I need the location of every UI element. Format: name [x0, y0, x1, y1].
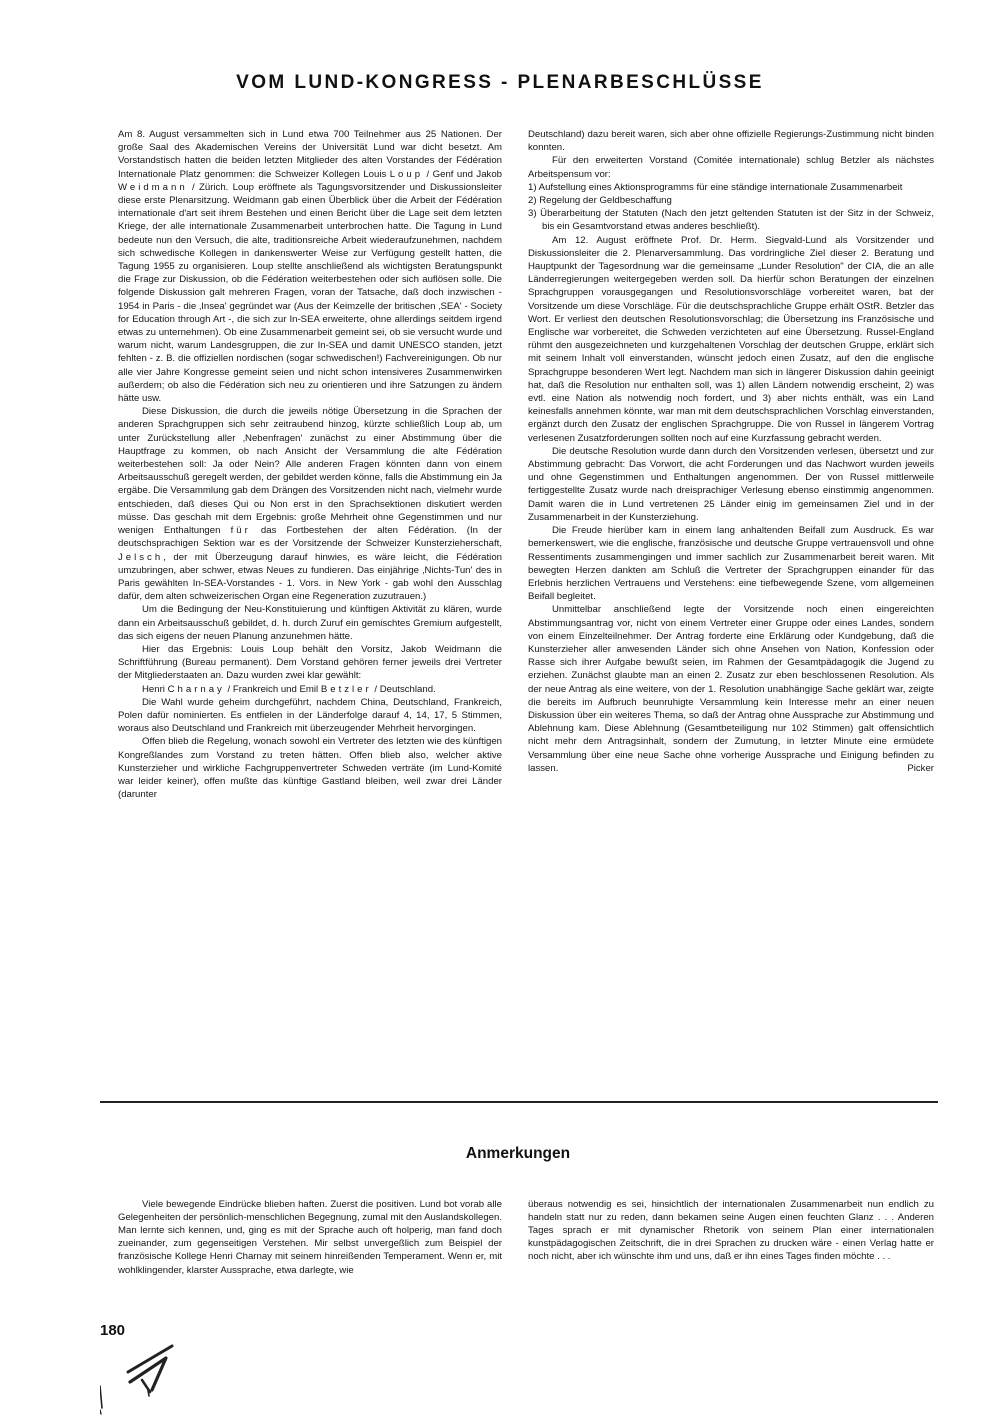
- notes-heading: Anmerkungen: [465, 1145, 571, 1162]
- spaced-name: Jelsch: [118, 551, 164, 563]
- section-divider: [100, 1101, 938, 1103]
- text-run: / Zürich. Loup eröffnete als Tagungsvorsitzender und Diskussionsleiter diese erste Plenarsitzung. Weidmann gab einen Überblick über die Arbeit der Fédération internationale d'art seit ihrem Bestehen und einen Bericht über die Lage seit dem letzten Kriege, der alle internationale Zusammenarbeit unterbrochen hatte. Die Tagung in Lund bedeute nun den Versuch, die alte, traditionsreiche Arbeit wiederaufzunehmen, nachdem sich schwedische Kollegen in dankenswerter Weise zur Verfügung gestellt hatten, die Tagung 1955 zu organisieren. Loup stellte anschließend als wichtigsten Beratungspunkt die Frage zur Diskussion, ob die Fédération weiterbestehen oder sich auflösen solle. Die folgende Diskussion galt mehreren Fragen, voran der Tatsache, daß doch inzwischen - 1954 in Paris - die ‚Insea' gegründet war (Aus der Keimzelle der britischen ‚SEA' - Society for Education through Art -, die sich zur In-SEA erweiterte, ohne allerdings seitdem irgend etwas zu unternehmen). Ob eine Zusammenarbeit gemeint sei, ob sie versucht wurde und warum nicht, warum Landesgruppen, die zur In-SEA und damit UNESCO standen, jetzt fehlten - z. B. die offiziellen nordischen (sogar schwedischen!) Fachvereinigungen. Ob nur alle vier Jahre Kongresse gemeint seien und nicht schon intensiveres Zusammenwirken außerdem; ob also die Fédération sich neu zu orientieren und ihre Satzungen zu ändern hätte usw.: [118, 181, 502, 405]
- spaced-name: Betzler: [320, 683, 372, 695]
- page-number: 180: [100, 1322, 126, 1339]
- text-run: Am 8. August versammelten sich in Lund etwa 700 Teilnehmer aus 25 Nationen. Der große Saal des Akademischen Vereins der Universität Lund war dicht besetzt. Am Vorstandstisch hatten die beiden letzten Mitglieder des alten Vorstandes der Fédération Internationale Platz genommen: die Schweizer Kollegen Louis: [118, 129, 502, 180]
- spaced-name: Loup: [389, 168, 424, 180]
- article-paragraph: Hier das Ergebnis: Louis Loup behält den Vorsitz, Jakob Weidmann die Schriftführung (Bureau permanent). Dem Vorstand gehören ferner jeweils drei Vertreter der Mitgliederstaaten an. Dazu wurden zwei klar gewählt:: [118, 643, 502, 682]
- notes-paragraph: überaus notwendig es sei, hinsichtlich der internationalen Zusammenarbeit nun endlich zu handeln statt nur zu reden, dann bekamen seine Augen einen feuchten Glanz . . . Anderen Tages sprach er mit dynamischer Rhetorik von seinem Plan einer internationalen kunstpädagogischen Zeitschrift, die in drei Sprachen zu drucken wäre - einen Verlag hatte er noch nicht, aber ich wünschte ihm und uns, daß er ihn eines Tages finden möchte . . .: [528, 1198, 934, 1263]
- article-paragraph: [118, 683, 502, 696]
- spaced-word: für: [230, 525, 251, 537]
- spaced-name: Weidmann: [118, 181, 188, 193]
- article-paragraph: Um die Bedingung der Neu-Konstituierung und künftigen Aktivität zu klären, wurde dann ein Arbeitsausschuß gebildet, d. h. durch Zuruf ein gemischtes Gremium aufgestellt, das sich eigens der neuen Planung anzunehmen hätte.: [118, 604, 502, 642]
- text-run: , der mit Überzeugung darauf hinwies, es wäre leicht, die Fédération umzubringen, aber schwer, etwas Neues zu fundieren. Das einjährige ‚Nichts-Tun' des in Paris gewählten In-SEA-Vorstandes - 1. Vors. in New York - gab wohl den Ausschlag dafür, dem alten schweizerischen Organ eine Regeneration zuzutrauen.): [118, 551, 502, 603]
- spaced-name: Charnay: [167, 683, 225, 695]
- article-left-column: [118, 128, 502, 801]
- list-item: 2) Regelung der Geldbeschaffung: [528, 195, 672, 207]
- text-run: / Deutschland.: [371, 683, 436, 695]
- article-paragraph: Offen blieb die Regelung, wonach sowohl ein Vertreter des letzten wie des künftigen Kongreßlandes zum Vorstand zu treten hätten. Offen blieb also, welcher aktive Kunsterzieher und wirkliche Fachgruppenvertreter Schweden verträte (im Lund-Komité war leider keiner), offen mußte das künftige Gastland bleiben, weil zwar drei Länder (darunter: [118, 736, 502, 801]
- article-paragraph: Für den erweiterten Vorstand (Comitée internationale) schlug Betzler als nächstes Arbeitspensum vor:: [528, 155, 934, 180]
- article-paragraph: [118, 128, 502, 405]
- page-title: VOM LUND-KONGRESS - PLENARBESCHLÜSSE: [236, 72, 764, 93]
- notes-right-column: [528, 1188, 934, 1273]
- pen-mark-icon: [100, 1330, 200, 1422]
- article-paragraph: Die Freude hierüber kam in einem lang anhaltenden Beifall zum Ausdruck. Es war bemerkenswert, wie die englische, französische und deutsche Gruppe vertrauensvoll und ohne Ressentiments zusammengingen und immer sachlich zur Zusammenarbeit bereit waren. Mit bewegten Herzen dankten am Schluß die Vertreter der Sprachgruppen einander für das Erlebnis herzlichen Vertrauens und Verstehens: eine tiefbewegende Szene, vom allgemeinen Beifall begleitet.: [528, 525, 934, 603]
- list-item: 3) Überarbeitung der Statuten (Nach den jetzt geltenden Statuten ist der Sitz in der Schweiz, bis ein Gesamtvorstand etwas anderes beschließt).: [528, 208, 934, 233]
- text-run: das Fortbestehen der alten Fédération. (In der deutschsprachigen Sektion war es der Vorsitzende der Schweizer Kunsterzieherschaft,: [118, 525, 502, 550]
- notes-paragraph: Viele bewegende Eindrücke blieben haften. Zuerst die positiven. Lund bot vorab alle Gelegenheiten der persönlich-menschlichen Begegnung, zumal mit den Auslandskollegen. Man lernte sich kennen, und, ging es mit der Sprache auch oft holperig, man fand doch zueinander, zum gegenseitigen Verstehen. Mir selbst unvergeßlich zum Beispiel der französische Kollege Henri Charnay mit seinem hinreißenden Temperament. Wenn er, mit wohlklingender, klarster Aussprache, etwa darlegte, wie: [118, 1198, 502, 1276]
- text-run: / Genf und Jakob: [423, 168, 502, 180]
- article-paragraph: Die deutsche Resolution wurde dann durch den Vorsitzenden verlesen, übersetzt und zur Abstimmung gebracht: Das Vorwort, die acht Forderungen und das Nachwort wurden jeweils und ohne Gegenstimmen und Enthaltungen angenommen. Der von Russel mittlerweile fertiggestellte Zusatz wurde nach dreisprachiger Verlesung ebenso einstimmig angenommen. Damit waren die in Lund vertretenen 25 Länder einig im gemeinsamen Ziel und in der Zusammenarbeit in der Kunsterziehung.: [528, 445, 934, 523]
- article-paragraph: Deutschland) dazu bereit waren, sich aber ohne offizielle Regierungs-Zustimmung nicht binden konnten.: [528, 129, 934, 154]
- article-paragraph: [118, 405, 502, 603]
- notes-left-column: [118, 1188, 502, 1286]
- article-right-column: [528, 128, 934, 775]
- article-paragraph: Am 12. August eröffnete Prof. Dr. Herm. Siegvald-Lund als Vorsitzender und Diskussionsleiter die 2. Plenarversammlung. Das vordringliche Ziel dieser 2. Beratung und Hauptpunkt der Tagesordnung war die gemeinsame „Lunder Resolution" der CIA, die an alle Länderregierungen weitergegeben werden soll. Da hierfür schon Beratungen der einzelnen Sprachgruppen vorausgegangen und Resolutionsvorschläge vorbereitet waren, bat der Vorsitzende um diese Vorschläge. Für die deutschsprachliche Gruppe erhält OStR. Betzler das Wort. Er verliest den deutschen Resolutionsvorschlag; die Übersetzung ins Französische und Englische war vorbereitet, die Schweden verzichteten auf eine Übersetzung. Russel-England rühmt den ausgezeichneten und kurzgehaltenen Vorschlag der deutschen Gruppe, erklärt sich mit seinem Inhalt voll einverstanden, wünscht jedoch einen Zusatz, auf den die englische Sprachgruppe besonderen Wert legt. Nachdem man sich in längerer Diskussion dahin geeinigt hat, daß die Resolution nur enthalten soll, was 1) allen Ländern notwendig erscheint, 2) was evtl. eine Nation als notwendig noch fordert, und 3) aber nichts enthält, was ein Land keinesfalls annehmen könnte, war man mit dem deutschsprachlichen Vorschlag einverstanden, ergänzt durch den Zusatz der englischen Sprachgruppe. Die von Russel in längerem Vortrag verlesenen Zusatzforderungen sollten noch auf eine Kurzfassung gebracht werden.: [528, 234, 934, 444]
- article-paragraph: Die Wahl wurde geheim durchgeführt, nachdem China, Deutschland, Frankreich, Polen dafür nominierten. Es entfielen in der Länderfolge darauf 4, 14, 17, 5 Stimmen, woraus also Deutschland und Frankreich mit überzeugender Mehrheit hervorgingen.: [118, 696, 502, 735]
- text-run: / Frankreich und Emil: [224, 683, 321, 695]
- article-paragraph: [528, 603, 934, 775]
- text-run: Henri: [142, 683, 168, 695]
- text-run: Unmittelbar anschließend legte der Vorsitzende noch einen eingereichten Abstimmungsantrag vor, nicht von einem Vertreter einer Gruppe oder eines Landes, sondern von einem Einzelteilnehmer. Der Antrag forderte eine Erklärung oder Kundgebung, daß die Kunsterzieher aller anwesenden Länder sich ohne Ansehen von Nation, Konfession oder Rasse sich ihrer Aufgabe bewußt seien, im Rahmen der Gesamtpädagogik die Jugend zu erziehen. Zunächst glaubte man an einen 2. Zusatz zur eben beschlossenen Resolution. Als der neue Antrag als eine weitere, von der 1. Resolution unabhängige Sache geklärt war, zeigte die bereits im Aufbruch beunruhigte Versammlung kein Interesse mehr an einer neuen Diskussion über ein weiteres Thema, so daß der Antrag ohne Aussprache zur Abstimmung und Ablehnung kam. Diese Ablehnung (Gesamtbeteiligung nur 102 Stimmen) galt offensichtlich nicht mehr dem Antragsinhalt, sondern der Zumutung, in letzter Minute eine ermüdete Versammlung über eine neue Sache ohne vorherige Aussprache und Einigung befinden zu lassen.: [528, 604, 934, 774]
- author-signature: Picker: [907, 762, 934, 774]
- list-item: 1) Aufstellung eines Aktionsprogramms für eine ständige internationale Zusammenarbeit: [528, 181, 903, 193]
- text-run: Diese Diskussion, die durch die jeweils nötige Übersetzung in die Sprachen der anderen Sprachgruppen sich sehr zeitraubend hinzog, kürzte schließlich Loup ab, um unter Zurückstellung aller ‚Nebenfragen' zunächst zu einer Abstimmung über die Hauptfrage zu kommen, ob nach Ansicht der Versammlung die alte Fédération weiterbestehen soll: Ja oder Nein? Alle anderen Fragen könnten dann von einem Arbeitsausschuß geregelt werden, der gebildet werden könne, falls die Abstimmung ein Ja ergäbe. Die Versammlung gab dem Drängen des Vorsitzenden nicht nach, vielmehr wurde entschieden, daß dieses Qui ou Non erst in den Sprachsektionen diskutiert werden müsse. Das geschah mit dem Ergebnis: große Mehrheit ohne Gegenstimmen und nur wenigen Enthaltungen: [118, 406, 502, 537]
